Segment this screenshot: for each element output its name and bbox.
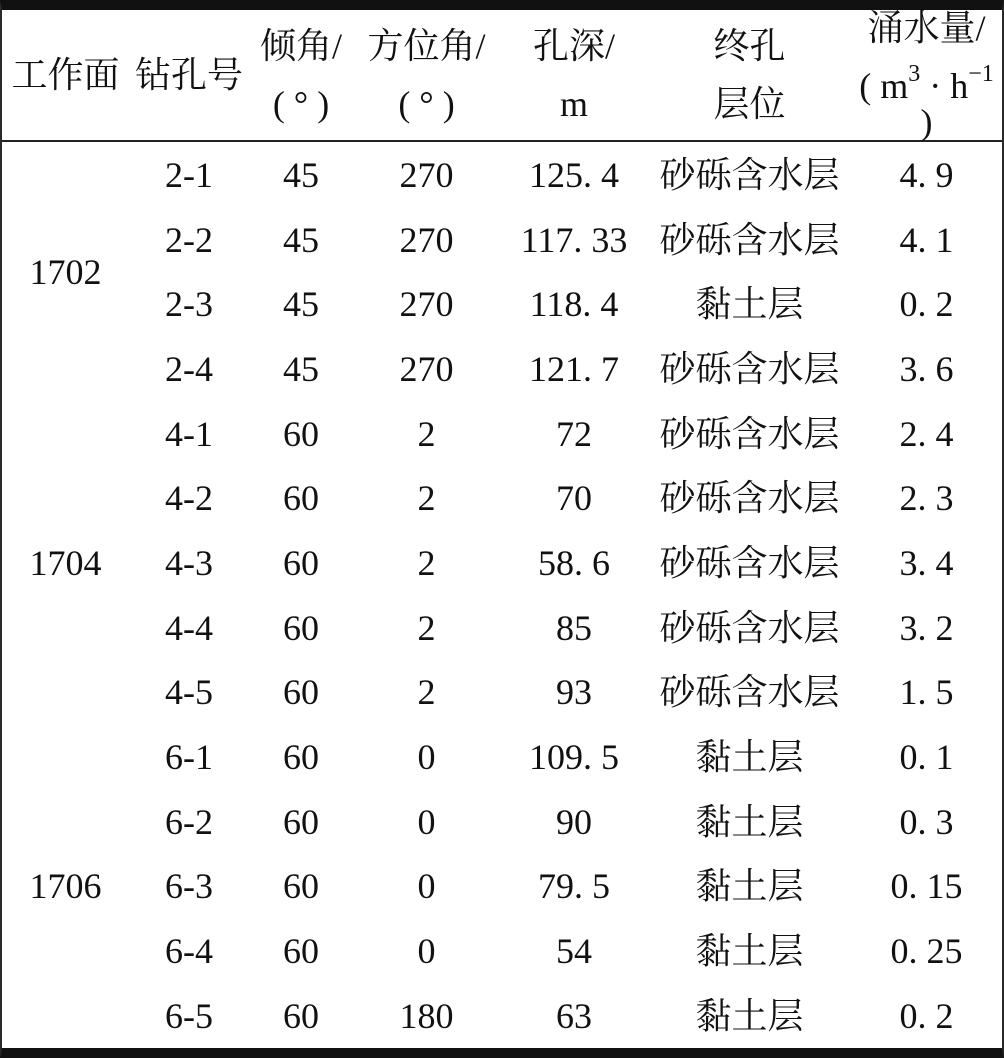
table-row [2, 531, 1002, 596]
table-row [2, 660, 1002, 725]
hole-id-cell: 4-3 [165, 543, 213, 584]
inflow-cell: 2. 3 [899, 478, 954, 519]
header-label: 工作面 [11, 55, 120, 95]
inflow-cell: 0. 1 [899, 737, 954, 778]
dip-cell: 60 [283, 478, 319, 519]
table-row [2, 401, 1002, 466]
depth-cell: 79. 5 [538, 866, 610, 907]
dip-cell: 45 [283, 154, 319, 195]
unit-exponent: −1 [968, 61, 994, 87]
header-label: 倾角/ [259, 26, 342, 66]
inflow-cell: 2. 4 [899, 413, 954, 454]
working-face-cell: 1702 [29, 251, 102, 292]
table-row [2, 141, 1002, 207]
table-row [2, 466, 1002, 531]
azimuth-cell: 2 [417, 607, 436, 648]
azimuth-cell: 0 [417, 931, 436, 971]
table-row [2, 919, 1002, 984]
azimuth-cell: 0 [417, 866, 436, 907]
hole-id-cell: 4-5 [165, 672, 213, 713]
hole-id-cell: 2-4 [165, 349, 213, 390]
inflow-cell: 0. 3 [899, 801, 954, 842]
dip-cell: 60 [283, 995, 319, 1036]
unit-mid: · h [920, 66, 969, 106]
azimuth-cell: 0 [417, 801, 436, 842]
table-row [2, 595, 1002, 660]
header-stack [500, 28, 648, 122]
hole-id-cell: 2-3 [165, 284, 213, 325]
dip-cell: 60 [283, 866, 319, 907]
column-header-hole-id [129, 10, 249, 141]
layer-cell: 黏土层 [695, 737, 804, 778]
azimuth-cell: 2 [417, 478, 436, 519]
dip-cell: 60 [283, 737, 319, 778]
depth-cell: 93 [556, 672, 592, 713]
dip-cell: 60 [283, 931, 319, 971]
inflow-cell: 3. 2 [899, 607, 954, 648]
header-unit: m [559, 84, 588, 124]
azimuth-cell: 2 [417, 413, 436, 454]
hole-id-cell: 4-4 [165, 607, 213, 648]
depth-cell: 121. 7 [529, 349, 619, 390]
inflow-cell: 4. 9 [899, 154, 954, 195]
azimuth-cell: 270 [399, 154, 454, 195]
hole-id-cell: 2-1 [165, 154, 213, 195]
depth-cell: 85 [556, 607, 592, 648]
header-stack [851, 10, 1002, 140]
hole-id-cell: 6-3 [165, 866, 213, 907]
column-header-final-layer [648, 10, 851, 141]
dip-cell: 45 [283, 284, 319, 325]
depth-cell: 72 [556, 413, 592, 454]
layer-cell: 黏土层 [695, 801, 804, 842]
layer-cell: 砂砾含水层 [659, 478, 840, 519]
column-header-working-face [2, 10, 129, 141]
layer-cell: 砂砾含水层 [659, 154, 840, 195]
layer-cell: 砂砾含水层 [659, 607, 840, 648]
layer-cell: 砂砾含水层 [659, 219, 840, 260]
header-row [2, 10, 1002, 141]
depth-cell: 63 [556, 995, 592, 1036]
layer-cell: 砂砾含水层 [659, 672, 840, 713]
depth-cell: 109. 5 [529, 737, 619, 778]
inflow-cell: 0. 15 [890, 866, 963, 907]
header-unit [851, 61, 1002, 142]
table-row [2, 337, 1002, 402]
inflow-cell: 0. 25 [890, 931, 963, 971]
header-label: 孔深/ [532, 26, 615, 66]
azimuth-cell: 2 [417, 543, 436, 584]
table-row [2, 272, 1002, 337]
layer-cell: 黏土层 [695, 284, 804, 325]
table-row [2, 983, 1002, 1048]
depth-cell: 58. 6 [538, 543, 610, 584]
dip-cell: 60 [283, 543, 319, 584]
table-header [2, 10, 1002, 141]
layer-cell: 砂砾含水层 [659, 413, 840, 454]
dip-cell: 60 [283, 801, 319, 842]
azimuth-cell: 180 [399, 995, 454, 1036]
unit-exponent: 3 [908, 61, 921, 87]
table-row [2, 725, 1002, 790]
header-unit: ( ° ) [272, 84, 330, 124]
hole-id-cell: 6-1 [165, 737, 213, 778]
drilling-boreholes-table [2, 10, 1002, 1048]
column-header-dip-angle [249, 10, 353, 141]
header-label: 方位角/ [367, 26, 486, 66]
header-label: 终孔 [713, 26, 786, 66]
hole-id-cell: 6-2 [165, 801, 213, 842]
azimuth-cell: 270 [399, 219, 454, 260]
working-face-cell: 1706 [29, 866, 102, 907]
inflow-cell: 0. 2 [899, 284, 954, 325]
layer-cell: 黏土层 [695, 995, 804, 1036]
inflow-cell: 3. 6 [899, 349, 954, 390]
depth-cell: 70 [556, 478, 592, 519]
depth-cell: 54 [556, 931, 592, 971]
column-header-water-inflow [851, 10, 1002, 141]
header-label: 层位 [713, 84, 786, 124]
header-stack [353, 28, 500, 122]
layer-cell: 黏土层 [695, 931, 804, 971]
header-label: 钻孔号 [134, 55, 243, 95]
dip-cell: 45 [283, 219, 319, 260]
depth-cell: 117. 33 [520, 219, 628, 260]
header-label: 涌水量/ [867, 8, 986, 48]
depth-cell: 125. 4 [529, 154, 619, 195]
dip-cell: 60 [283, 607, 319, 648]
header-unit: ( ° ) [398, 84, 455, 124]
table-row [2, 854, 1002, 919]
depth-cell: 118. 4 [529, 284, 619, 325]
layer-cell: 砂砾含水层 [659, 349, 840, 390]
working-face-cell: 1704 [29, 543, 102, 584]
dip-cell: 45 [283, 349, 319, 390]
unit-close: ) [920, 102, 933, 142]
dip-cell: 60 [283, 413, 319, 454]
azimuth-cell: 270 [399, 284, 454, 325]
inflow-cell: 1. 5 [899, 672, 954, 713]
inflow-cell: 4. 1 [899, 219, 954, 260]
layer-cell: 砂砾含水层 [659, 543, 840, 584]
unit-open: ( m [859, 66, 909, 106]
azimuth-cell: 270 [399, 349, 454, 390]
azimuth-cell: 0 [417, 737, 436, 778]
layer-cell: 黏土层 [695, 866, 804, 907]
column-header-azimuth [353, 10, 500, 141]
depth-cell: 90 [556, 801, 592, 842]
azimuth-cell: 2 [417, 672, 436, 713]
hole-id-cell: 2-2 [165, 219, 213, 260]
dip-cell: 60 [283, 672, 319, 713]
inflow-cell: 0. 2 [899, 995, 954, 1036]
header-stack [249, 28, 353, 122]
table-row [2, 207, 1002, 272]
table-body [2, 141, 1002, 1048]
hole-id-cell: 4-2 [165, 478, 213, 519]
column-header-hole-depth [500, 10, 648, 141]
hole-id-cell: 6-4 [165, 931, 213, 971]
inflow-cell: 3. 4 [899, 543, 954, 584]
hole-id-cell: 4-1 [165, 413, 213, 454]
table-row [2, 789, 1002, 854]
hole-id-cell: 6-5 [165, 995, 213, 1036]
header-stack [648, 28, 851, 122]
